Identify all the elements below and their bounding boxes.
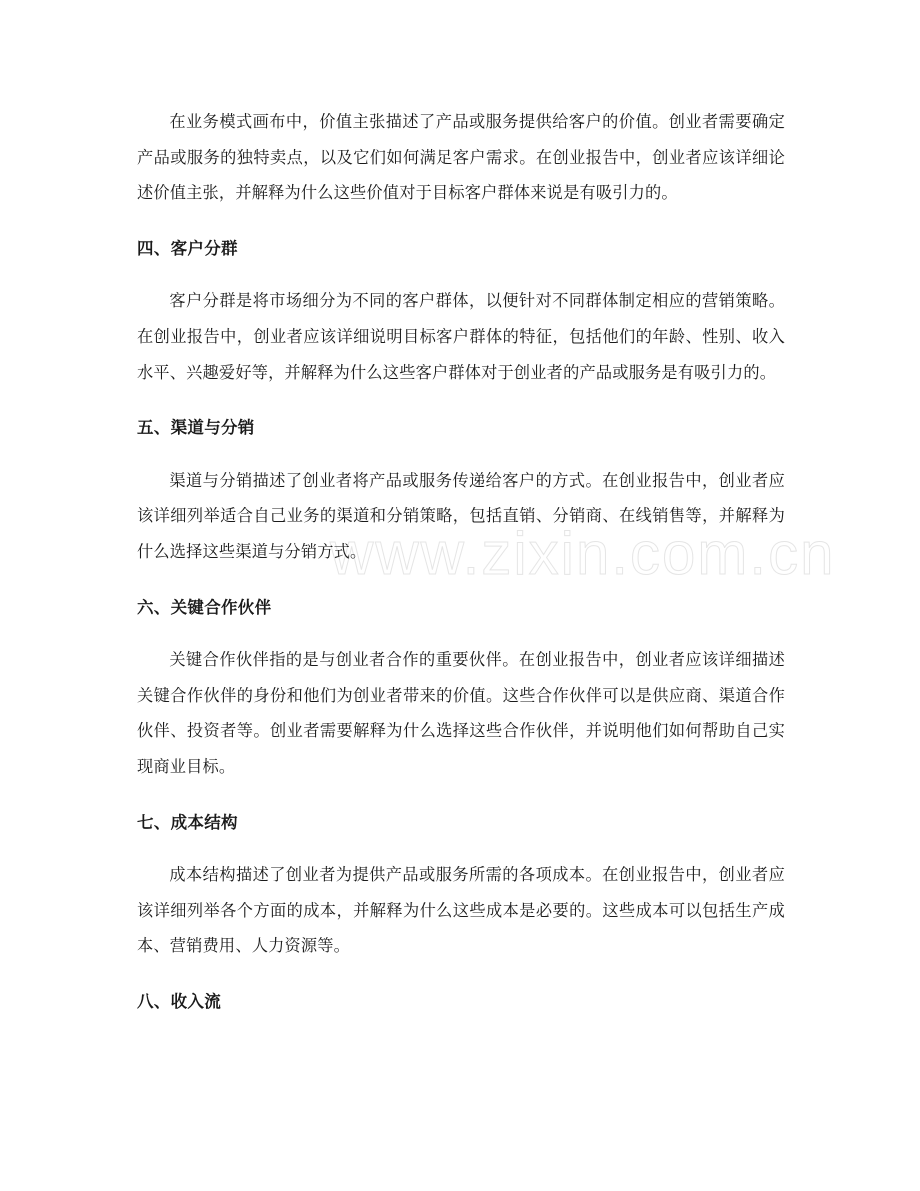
heading-key-partners: 六、关键合作伙伴 [137,597,272,617]
paragraph-cost-structure: 成本结构描述了创业者为提供产品或服务所需的各项成本。在创业报告中，创业者应该详细列举各个方面的成本，并解释为什么这些成本是必要的。这些成本可以包括生产成本、营销费用、人力资源等。 [137,865,785,956]
paragraph-channels: 渠道与分销描述了创业者将产品或服务传递给客户的方式。在创业报告中，创业者应该详细列举适合自己业务的渠道和分销策略，包括直销、分销商、在线销售等，并解释为什么选择这些渠道与分销方式。 [137,470,785,561]
paragraph-key-partners: 关键合作伙伴指的是与创业者合作的重要伙伴。在创业报告中，创业者应该详细描述关键合作伙伴的身份和他们为创业者带来的价值。这些合作伙伴可以是供应商、渠道合作伙伴、投资者等。创业者需要解释为什么选择这些合作伙伴，并说明他们如何帮助自己实现商业目标。 [137,650,785,776]
paragraph-value-proposition: 在业务模式画布中，价值主张描述了产品或服务提供给客户的价值。创业者需要确定产品或服务的独特卖点，以及它们如何满足客户需求。在创业报告中，创业者应该详细论述价值主张，并解释为什么这些价值对于目标客户群体来说是有吸引力的。 [137,112,785,203]
paragraph-customer-segments: 客户分群是将市场细分为不同的客户群体，以便针对不同群体制定相应的营销策略。在创业报告中，创业者应该详细说明目标客户群体的特征，包括他们的年龄、性别、收入水平、兴趣爱好等，并解释为什么这些客户群体对于创业者的产品或服务是有吸引力的。 [137,291,785,382]
watermark: www.zixin.com.cn [330,520,836,587]
heading-revenue-streams: 八、收入流 [137,991,221,1011]
heading-cost-structure: 七、成本结构 [137,812,238,832]
heading-channels: 五、渠道与分销 [137,418,255,438]
heading-customer-segments: 四、客户分群 [137,238,238,258]
document-body [137,104,785,1019]
